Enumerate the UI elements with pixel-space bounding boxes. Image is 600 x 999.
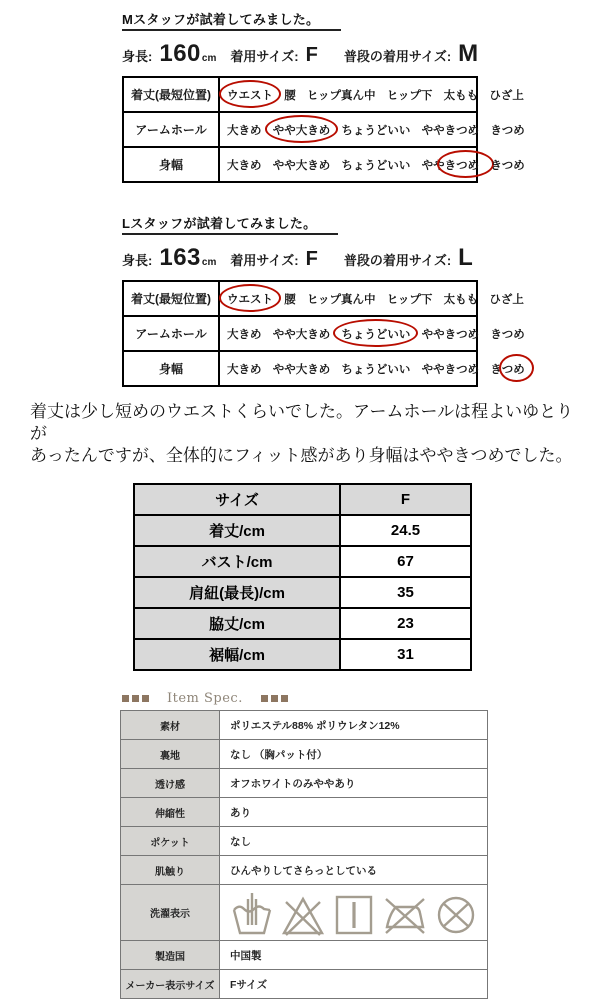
spec-row-value: ポリエステル88% ポリウレタン12%: [220, 711, 488, 740]
fit-option: ウエスト: [227, 291, 273, 307]
height-label: 身長:: [122, 49, 153, 64]
fit-option: 大きめ: [227, 328, 262, 341]
table-row: [123, 77, 477, 112]
fit-option: ヒップ下: [386, 293, 433, 306]
table-row: [134, 608, 471, 639]
fit-option: 大きめ: [227, 159, 262, 172]
fit-option: ちょうどいい: [341, 326, 410, 342]
staff-comment-line: あったんですが、全体的にフィット感があり身幅はややきつめでした。: [30, 446, 573, 466]
fit-row-options: [219, 281, 524, 316]
item-spec-heading-text: Item Spec.: [167, 691, 243, 707]
fit-row-label: 身幅: [123, 147, 219, 182]
table-row: [134, 577, 471, 608]
table-row: [134, 546, 471, 577]
fit-section-title: Mスタッフが試着してみました。: [122, 9, 341, 31]
fit-row-options: [219, 316, 525, 351]
spec-row-value: なし: [220, 827, 488, 856]
fit-option: ひざ上: [489, 89, 524, 102]
table-row: [123, 281, 477, 316]
fit-option: 大きめ: [227, 363, 262, 376]
size-row-value: 67: [340, 546, 471, 577]
no-bleach-icon: [281, 889, 325, 937]
fit-option: ウエスト: [227, 87, 273, 103]
height-unit: cm: [201, 257, 217, 268]
table-row: [121, 711, 488, 740]
size-row-label: 肩紐(最長)/cm: [134, 577, 340, 608]
staff-comment: [30, 401, 590, 467]
fit-row-options: [219, 351, 525, 386]
fit-option: きつめ: [490, 361, 525, 377]
hand-wash-icon: [230, 889, 274, 937]
fit-info-line: [122, 40, 600, 68]
size-row-label: 脇丈/cm: [134, 608, 340, 639]
decor-squares-icon: [261, 695, 288, 702]
fit-option: 太もも: [443, 89, 479, 102]
fit-table: [122, 280, 525, 387]
fit-option: 大きめ: [227, 124, 262, 137]
fit-option: 腰: [284, 89, 296, 102]
fit-option: ちょうどいい: [341, 159, 411, 172]
fit-section-l: [122, 213, 600, 387]
table-row: [134, 515, 471, 546]
spec-row-label: 肌触り: [121, 856, 220, 885]
fit-row-label: 着丈(最短位置): [123, 281, 219, 316]
spec-row-label: 製造国: [121, 941, 220, 970]
hang-dry-icon: [332, 889, 376, 937]
table-row: [121, 827, 488, 856]
fit-section-m: [122, 0, 600, 183]
fit-option: やや大きめ: [272, 328, 331, 341]
table-row: [134, 484, 471, 515]
size-row-value: 35: [340, 577, 471, 608]
fit-option: ヒップ真ん中: [306, 293, 376, 306]
fit-row-options: [219, 147, 525, 182]
fit-option: きつめ: [490, 124, 525, 137]
spec-row-value: あり: [220, 798, 488, 827]
usual-size-value: L: [458, 244, 474, 271]
decor-squares-icon: [122, 695, 149, 702]
fit-row-label: 身幅: [123, 351, 219, 386]
fit-option: ちょうどいい: [341, 363, 411, 376]
fit-option: ヒップ真ん中: [306, 89, 376, 102]
table-row: [134, 639, 471, 670]
size-table-header-value: F: [340, 484, 471, 515]
height-unit: cm: [201, 53, 217, 64]
usual-size-label: 普段の着用サイズ:: [343, 253, 452, 268]
table-row: [121, 740, 488, 769]
fit-option: ヒップ下: [386, 89, 433, 102]
fit-option: ちょうどいい: [341, 124, 411, 137]
fit-option: ややきつめ: [421, 124, 480, 137]
table-row: [121, 856, 488, 885]
item-spec-table: [120, 710, 488, 999]
care-symbols-cell: [220, 885, 488, 941]
fit-info-line: [122, 244, 600, 272]
no-iron-icon: [383, 889, 427, 937]
table-row: [123, 112, 477, 147]
fit-option: やや大きめ: [273, 122, 331, 138]
spec-row-value: 中国製: [220, 941, 488, 970]
size-table-header-label: サイズ: [134, 484, 340, 515]
spec-row-label: 洗濯表示: [121, 885, 220, 941]
table-row: [123, 351, 477, 386]
spec-row-label: 伸縮性: [121, 798, 220, 827]
fit-option: きつめ: [490, 159, 525, 172]
size-row-value: 24.5: [340, 515, 471, 546]
fit-row-options: [219, 112, 525, 147]
fit-option: ややきつめ: [422, 157, 480, 173]
size-row-label: 裾幅/cm: [134, 639, 340, 670]
spec-row-label: メーカー表示サイズ: [121, 970, 220, 999]
wear-size-value: F: [305, 44, 318, 66]
spec-row-value: なし （胸パット付）: [220, 740, 488, 769]
fit-option: 太もも: [443, 293, 479, 306]
fit-option: 腰: [284, 293, 296, 306]
table-row: [121, 941, 488, 970]
spec-row-label: 透け感: [121, 769, 220, 798]
size-row-label: 着丈/cm: [134, 515, 340, 546]
spec-row-value: ひんやりしてさらっとしている: [220, 856, 488, 885]
table-row: [123, 316, 477, 351]
height-value: 163: [159, 244, 201, 271]
fit-row-options: [219, 77, 524, 112]
fit-option: ややきつめ: [421, 363, 480, 376]
table-row: [121, 798, 488, 827]
fit-option: やや大きめ: [272, 363, 331, 376]
table-row: [123, 147, 477, 182]
usual-size-label: 普段の着用サイズ:: [343, 49, 452, 64]
wear-size-label: 着用サイズ:: [230, 253, 299, 268]
size-row-value: 31: [340, 639, 471, 670]
usual-size-value: M: [458, 40, 479, 67]
spec-row-label: ポケット: [121, 827, 220, 856]
no-dry-clean-icon: [434, 889, 478, 937]
fit-option: ややきつめ: [421, 328, 480, 341]
spec-row-label: 裏地: [121, 740, 220, 769]
spec-row-value: Fサイズ: [220, 970, 488, 999]
size-row-label: バスト/cm: [134, 546, 340, 577]
fit-option: きつめ: [490, 328, 525, 341]
fit-option: やや大きめ: [272, 159, 331, 172]
wear-size-value: F: [305, 248, 318, 270]
height-label: 身長:: [122, 253, 153, 268]
fit-option: ひざ上: [489, 293, 524, 306]
fit-row-label: アームホール: [123, 112, 219, 147]
table-row: [121, 970, 488, 999]
height-value: 160: [159, 40, 201, 67]
spec-row-value: オフホワイトのみややあり: [220, 769, 488, 798]
fit-row-label: 着丈(最短位置): [123, 77, 219, 112]
wear-size-label: 着用サイズ:: [230, 49, 299, 64]
size-table: [133, 483, 472, 671]
fit-table: [122, 76, 525, 183]
size-row-value: 23: [340, 608, 471, 639]
fit-row-label: アームホール: [123, 316, 219, 351]
fit-section-title: Lスタッフが試着してみました。: [122, 213, 338, 235]
item-spec-heading: [122, 691, 600, 706]
staff-comment-line: 着丈は少し短めのウエストくらいでした。アームホールは程よいゆとりが: [30, 402, 574, 444]
spec-row-label: 素材: [121, 711, 220, 740]
table-row: [121, 769, 488, 798]
table-row: [121, 885, 488, 941]
